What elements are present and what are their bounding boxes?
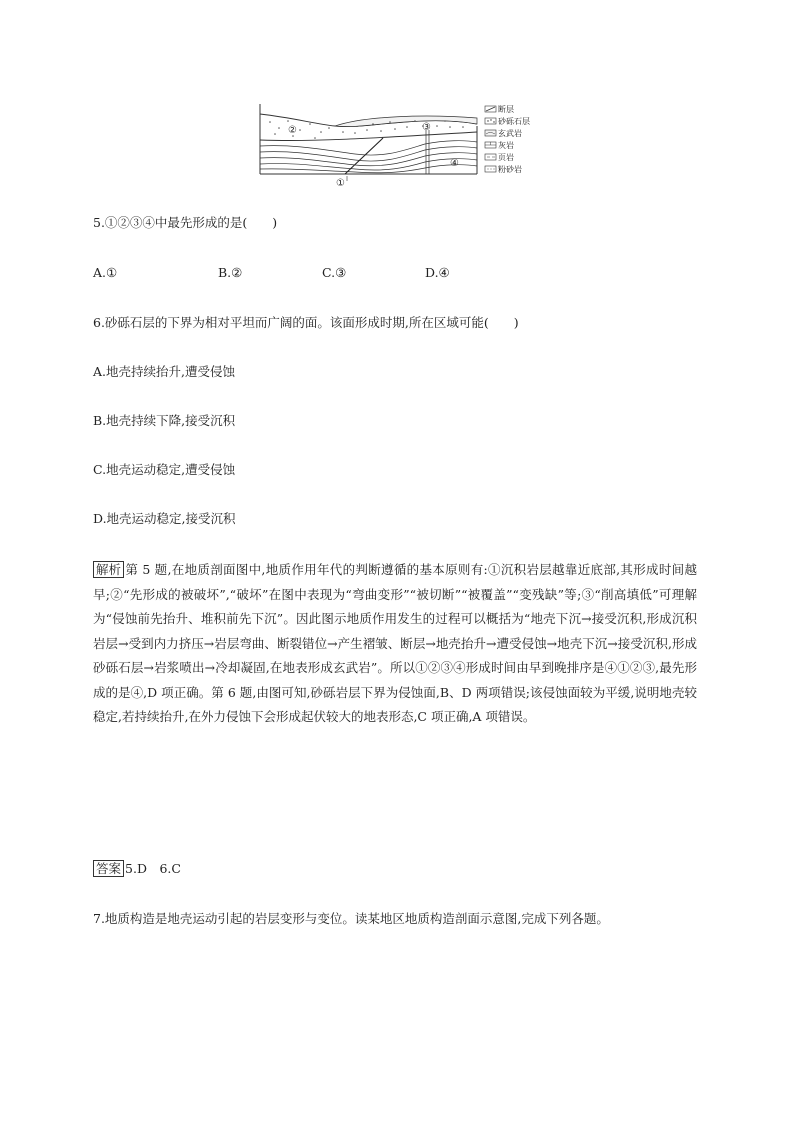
question-6-option-c: C.地壳运动稳定,遭受侵蚀 [93,462,236,477]
answer-line [93,860,181,878]
question-5-option-a: A.① [93,265,118,280]
legend-fault: 断层 [498,105,514,114]
section-diagram [255,102,545,188]
marker-1: ① [336,178,345,188]
question-7-stem: 7.地质构造是地壳运动引起的岩层变形与变位。读某地区地质构造剖面示意图,完成下列各题。 [93,911,609,926]
geologic-section-figure [255,102,545,188]
analysis-tag: 解析 [93,561,124,578]
question-6-stem: 6.砂砾石层的下界为相对平坦而广阔的面。该面形成时期,所在区域可能( ) [93,315,519,330]
marker-4: ④ [450,158,459,169]
question-5-option-b: B.② [218,265,243,280]
answer-tag: 答案 [93,860,124,877]
answer-text: 5.D 6.C [125,861,181,876]
legend-siltstone: 粉砂岩 [498,165,522,174]
question-5-stem: 5.①②③④中最先形成的是( ) [93,215,278,230]
analysis-text: 第 5 题,在地质剖面图中,地质作用年代的判断遵循的基本原则有:①沉积岩层越靠近底部,其形成时间越早;②“先形成的被破坏”,“破坏”在图中表现为“弯曲变形”“被切断”“被覆盖”“变残缺”等;③“削高填低”可理解为“侵蚀前先抬升、堆积前先下沉”。因此图示地质作用发生的过程可以概括为“地壳下沉→接受沉积,形成沉积岩层→受到内力挤压→岩层弯曲、断裂错位→产生褶皱、断层→地壳抬升→遭受侵蚀→地壳下沉→接受沉积,形成砂砾石层→岩浆喷出→冷却凝固,在地表形成玄武岩”。所以①②③④形成时间由早到晚排序是④①②③,最先形成的是④,D 项正确。第 6 题,由图可知,砂砾岩层下界为侵蚀面,B、D 两项错误;该侵蚀面较为平缓,说明地壳较稳定,若持续抬升,在外力侵蚀下会形成起伏较大的地表形态,C 项正确,A 项错误。 [93,562,697,724]
legend-limestone: 灰岩 [498,141,514,150]
marker-2: ② [288,125,297,136]
analysis-paragraph [93,558,697,730]
question-5-option-c: C.③ [322,265,347,280]
legend-basalt: 玄武岩 [498,129,522,138]
legend-gravel: 砂砾石层 [498,117,530,126]
marker-3: ③ [422,122,431,133]
legend-shale: 页岩 [498,153,514,162]
question-6-option-a: A.地壳持续抬升,遭受侵蚀 [93,364,235,379]
question-6-option-b: B.地壳持续下降,接受沉积 [93,413,236,428]
question-5-option-d: D.④ [425,265,450,280]
question-6-option-d: D.地壳运动稳定,接受沉积 [93,511,236,526]
legend [485,104,530,174]
